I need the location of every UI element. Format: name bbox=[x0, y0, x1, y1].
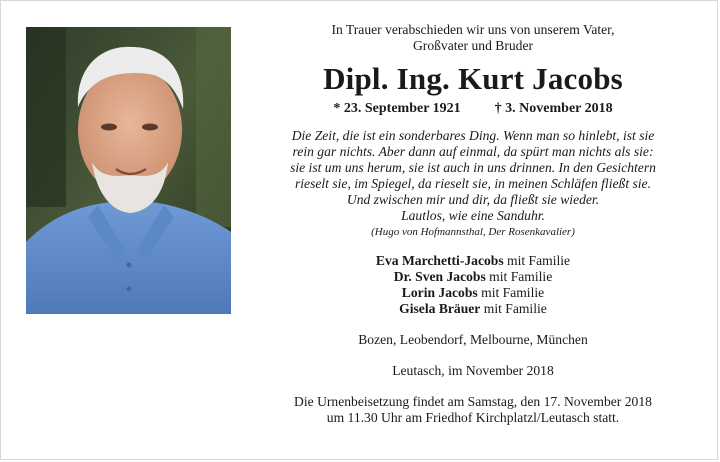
poem-quote bbox=[248, 128, 698, 240]
mourner-suffix: mit Familie bbox=[485, 269, 553, 284]
mourner-entry bbox=[248, 269, 698, 285]
life-dates bbox=[248, 101, 698, 117]
portrait-photo bbox=[26, 27, 231, 314]
mourner-entry bbox=[248, 285, 698, 301]
intro-line-2: Großvater und Bruder bbox=[412, 38, 534, 53]
poem-line: Die Zeit, die ist ein sonderbares Ding. Wenn man so hinlebt, ist sie bbox=[291, 128, 655, 143]
mourner-name: Lorin Jacobs bbox=[401, 285, 478, 300]
poem-line: Und zwischen mir und dir, da fließt sie wieder. bbox=[346, 192, 600, 207]
funeral-line-2: um 11.30 Uhr am Friedhof Kirchplatzl/Leutasch statt. bbox=[326, 410, 620, 425]
funeral-info bbox=[248, 394, 698, 426]
poem-source: (Hugo von Hofmannsthal, Der Rosenkavalier) bbox=[371, 226, 575, 238]
deceased-name: Dipl. Ing. Kurt Jacobs bbox=[323, 61, 623, 96]
poem-line: sie ist um uns herum, sie ist auch in uns drinnen. In den Gesichtern bbox=[290, 160, 656, 175]
mourner-name: Gisela Bräuer bbox=[399, 301, 481, 316]
intro-line-1: In Trauer verabschieden wir uns von unserem Vater, bbox=[331, 22, 615, 37]
dateline: Leutasch, im November 2018 bbox=[392, 363, 554, 378]
mourner-entry bbox=[248, 301, 698, 317]
poem-line: rein gar nichts. Aber dann auf einmal, da spürt man nichts als sie: bbox=[292, 144, 654, 159]
poem-line: Lautlos, wie eine Sanduhr. bbox=[401, 208, 545, 223]
mourners-list bbox=[248, 253, 698, 317]
mourner-name: Eva Marchetti-Jacobs bbox=[375, 253, 504, 268]
poem-line: rieselt sie, im Spiegel, da rieselt sie, in meinen Schläfen fließt sie. bbox=[294, 176, 651, 191]
mourner-suffix: mit Familie bbox=[477, 285, 545, 300]
funeral-line-1: Die Urnenbeisetzung findet am Samstag, den 17. November 2018 bbox=[294, 394, 652, 409]
mourner-name: Dr. Sven Jacobs bbox=[393, 269, 486, 284]
places-line: Bozen, Leobendorf, Melbourne, München bbox=[358, 332, 588, 347]
death-date: † 3. November 2018 bbox=[494, 101, 613, 116]
birth-date: * 23. September 1921 bbox=[333, 101, 461, 116]
mourner-suffix: mit Familie bbox=[480, 301, 547, 316]
notice-text bbox=[248, 22, 698, 426]
mourner-entry bbox=[248, 253, 698, 269]
mourner-suffix: mit Familie bbox=[503, 253, 571, 268]
